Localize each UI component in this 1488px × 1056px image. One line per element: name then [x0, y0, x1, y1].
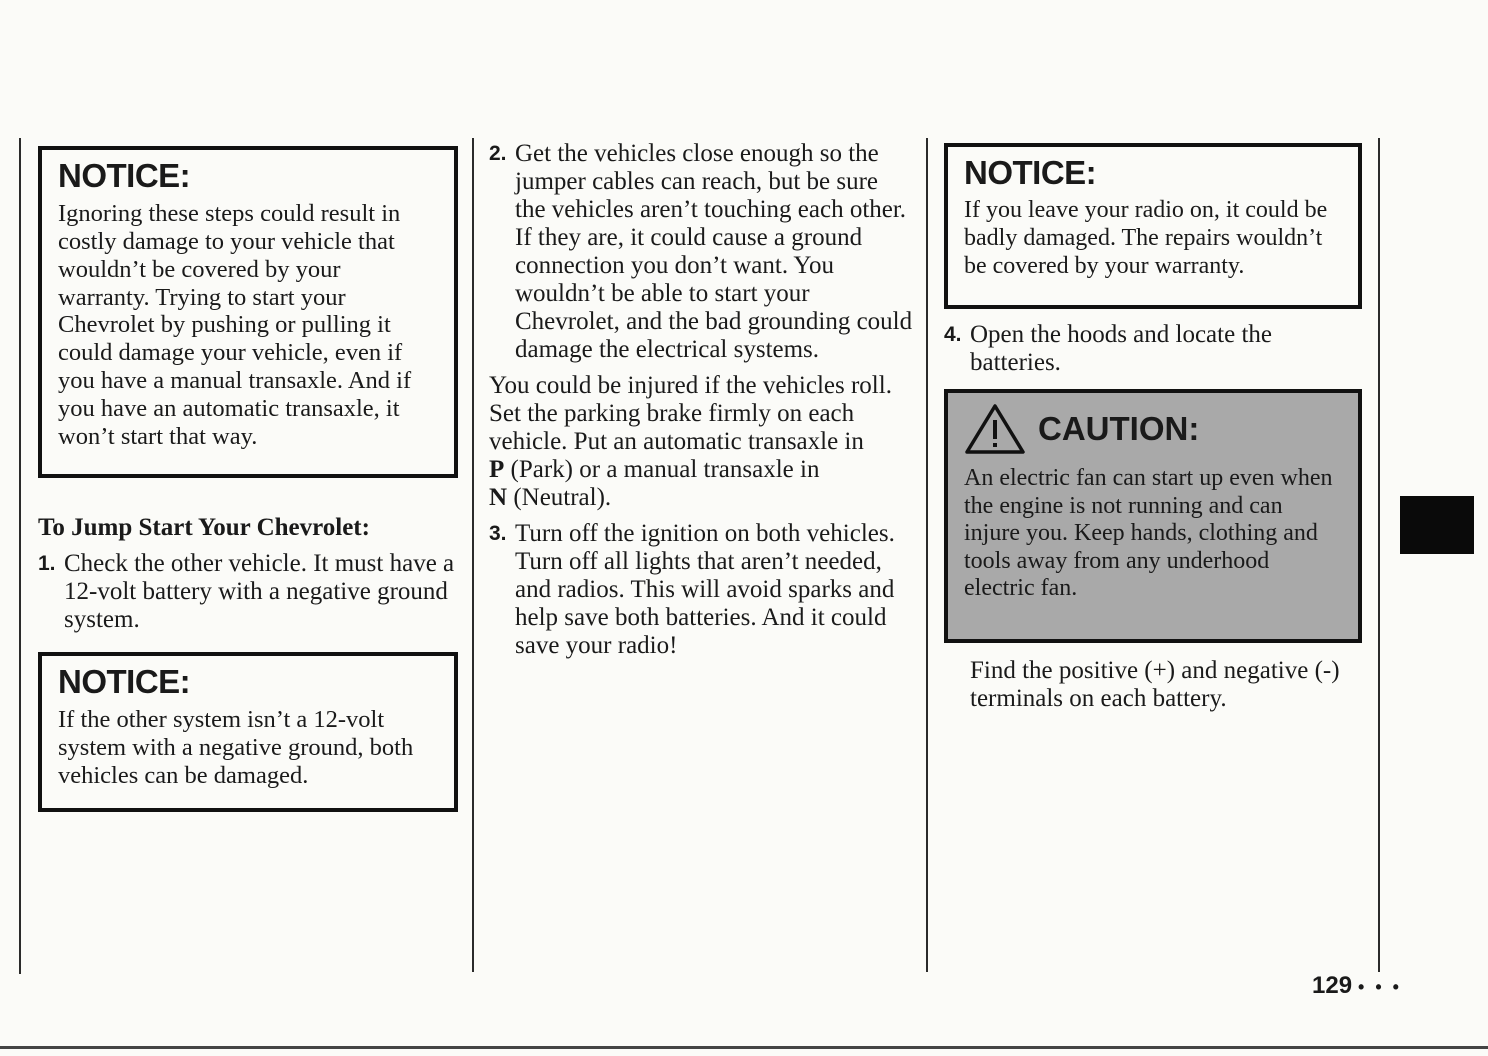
notice-box-3 — [944, 143, 1362, 309]
caution-header — [964, 403, 1342, 455]
step-number: 2. — [489, 142, 507, 165]
notice-heading: NOTICE: — [964, 154, 1097, 191]
column-1 — [38, 146, 458, 812]
neutral-text: (Neutral). — [513, 484, 612, 511]
roll-warning-text: You could be injured if the vehicles roll. Set the parking brake firmly on each vehicle. Put an automatic transaxle in — [489, 372, 892, 455]
step-text: Open the hoods and locate the batteries. — [970, 321, 1272, 376]
column-divider-2 — [926, 138, 928, 972]
step-text: Turn off the ignition on both vehicles. Turn off all lights that aren’t needed, and radios. This will avoid sparks and help save both batteries. And it could save your radio! — [515, 520, 895, 659]
notice-text: If you leave your radio on, it could be badly damaged. The repairs wouldn’t be covered by your warranty. — [964, 197, 1328, 279]
park-key: P — [489, 456, 505, 483]
step-number: 4. — [944, 323, 962, 346]
warning-triangle-icon — [964, 403, 1026, 455]
column-divider-1 — [472, 138, 474, 972]
caution-box — [944, 389, 1362, 643]
step-2 — [489, 140, 914, 364]
step-4 — [944, 321, 1362, 377]
roll-warning — [489, 372, 914, 512]
section-heading: To Jump Start Your Chevrolet: — [38, 514, 370, 541]
neutral-key: N — [489, 484, 508, 511]
column-3 — [944, 143, 1362, 713]
notice-box-1 — [38, 146, 458, 478]
page-number — [1312, 972, 1402, 1000]
notice-text: If the other system isn’t a 12-volt system with a negative ground, both vehicles can be damaged. — [58, 706, 414, 789]
column-divider-left — [19, 138, 21, 974]
caution-heading: CAUTION: — [1038, 410, 1200, 447]
section-tab-marker — [1400, 496, 1474, 554]
page-dots: • • • — [1358, 977, 1402, 997]
notice-heading: NOTICE: — [58, 663, 191, 700]
notice-box-2 — [38, 652, 458, 812]
step-number: 1. — [38, 552, 56, 575]
step-text: Get the vehicles close enough so the jumper cables can reach, but be sure the vehicles aren’t touching each other. If they are, it could cause a ground connection you don’t want. You wouldn’t be able to start your Chevrolet, and the bad grounding could damage the electrical systems. — [515, 140, 913, 363]
bottom-rule — [0, 1046, 1488, 1049]
column-2 — [489, 140, 914, 660]
step-1 — [38, 550, 458, 634]
column-divider-right — [1378, 138, 1380, 972]
step-3 — [489, 520, 914, 660]
step-text: Check the other vehicle. It must have a 12-volt battery with a negative ground system. — [64, 550, 455, 633]
page-number-value: 129 — [1312, 972, 1353, 999]
notice-text: Ignoring these steps could result in costly damage to your vehicle that wouldn’t be covered by your warranty. Trying to start your Chevrolet by pushing or pulling it could damage your vehicle, even if you have a manual transaxle. And if you have an automatic transaxle, it won’t start that way. — [58, 200, 412, 450]
notice-heading: NOTICE: — [58, 157, 191, 194]
step-number: 3. — [489, 522, 507, 545]
park-text: (Park) or a manual transaxle in — [510, 456, 820, 483]
caution-text: An electric fan can start up even when the engine is not running and can injure you. Keep hands, clothing and tools away from any underhood electric fan. — [964, 465, 1333, 601]
terminals-text: Find the positive (+) and negative (-) terminals on each battery. — [970, 657, 1340, 712]
